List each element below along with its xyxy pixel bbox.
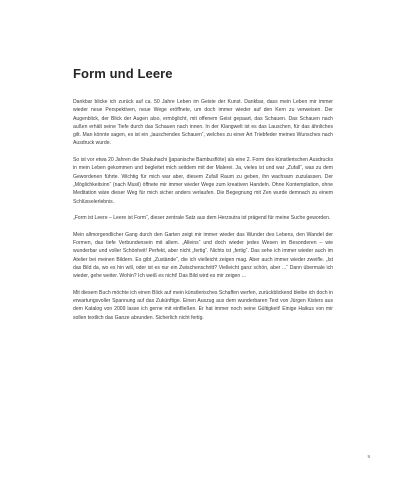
page-title: Form und Leere [73, 66, 173, 81]
paragraph-1: Dankbar blicke ich zurück auf ca. 50 Jahre Leben im Geiste der Kunst. Dankbar, dass mein Leben mir immer wieder neue Perspektiven, neue Wege eröffnete, um doch immer wieder auf den Kern zu verweisen. Der Augenblick, der Blick der Augen also, ermöglicht, mit offenem Geist gepaart, das Schauen. Das Schauen nach außen erhält seine Tiefe durch das Schauen nach innen. In der Klangwelt ist es das Lauschen, für das ähnliches gilt. Man könnte sagen, es ist ein „lauschendes Schauen“, welches zu einer Art Triebfeder meines Wunsches nach Ausdruck wurde. [73, 99, 333, 147]
paragraph-2: So ist vor etwa 20 Jahren die Shakuhachi (japanische Bambusflöte) als eine 2. Form des künstlerischen Ausdrucks in mein Leben gekommen und begleitet mich seitdem mit der Malerei. Ja, vieles ist und war „Zufall“, was zu dem Gewordenen führte. Wichtig für mich war aber, diesem Zufall Raum zu geben, ihn wachsam zuzulassen. Der „Möglichkeitsinn“ (nach Musil) öffnete mir immer wieder Wege zum kreativen Handeln. Ohne Kontemplation, ohne Meditation wäre dieser Weg für mich sicher anders verlaufen. Die Begegnung mit Zen wurde demnach zu einem Schlüsselerlebnis. [73, 157, 333, 205]
page-number: 9 [367, 454, 370, 459]
paragraph-5: Mit diesem Buch möchte ich einen Blick auf mein künstlerisches Schaffen werfen, zurückblickend bleibe ich doch in erwartungsvoller Spannung auf das Zukünftige. Einen Auszug aus dem wunderbaren Text von Jürgen Kisters aus dem Katalog von 2009 lasse ich gerne mit einfließen. Er hat immer noch seine Gültigkeit! Einige Haikus von mir sollen textlich das Ganze abrunden. Sicherlich nicht fertig. [73, 289, 333, 321]
body-text [73, 98, 333, 330]
paragraph-4: Mein allmorgendlicher Gang durch den Garten zeigt mir immer wieder das Wunder des Lebens, den Wandel der Formen, das tiefe Verbundensein mit allem. „Alleins“ und doch wieder jedes Wesen im Besonderen – wie wunderbar und voller Schönheit! Perfekt, aber nicht „fertig“. Nichts ist „fertig“. Das sehe ich immer wieder auch im Atelier bei meinen Bildern. Es gibt „Zustände“, die ich vielleicht zeigen mag. Aber auch immer wieder zweifle. „Ist das Bild da, wo es hin will, oder ist es nur ein Zwischenschritt? Vielleicht ganz schön, aber ...“ Dann übermale ich wieder, gehe weiter. Wohin? Ich weiß es nicht! Das Bild wird es mir zeigen ... [73, 231, 333, 280]
paragraph-3: „Form ist Leere – Leere ist Form“, dieser zentrale Satz aus dem Herzsutra ist prägend für meine Suche geworden. [73, 215, 331, 222]
